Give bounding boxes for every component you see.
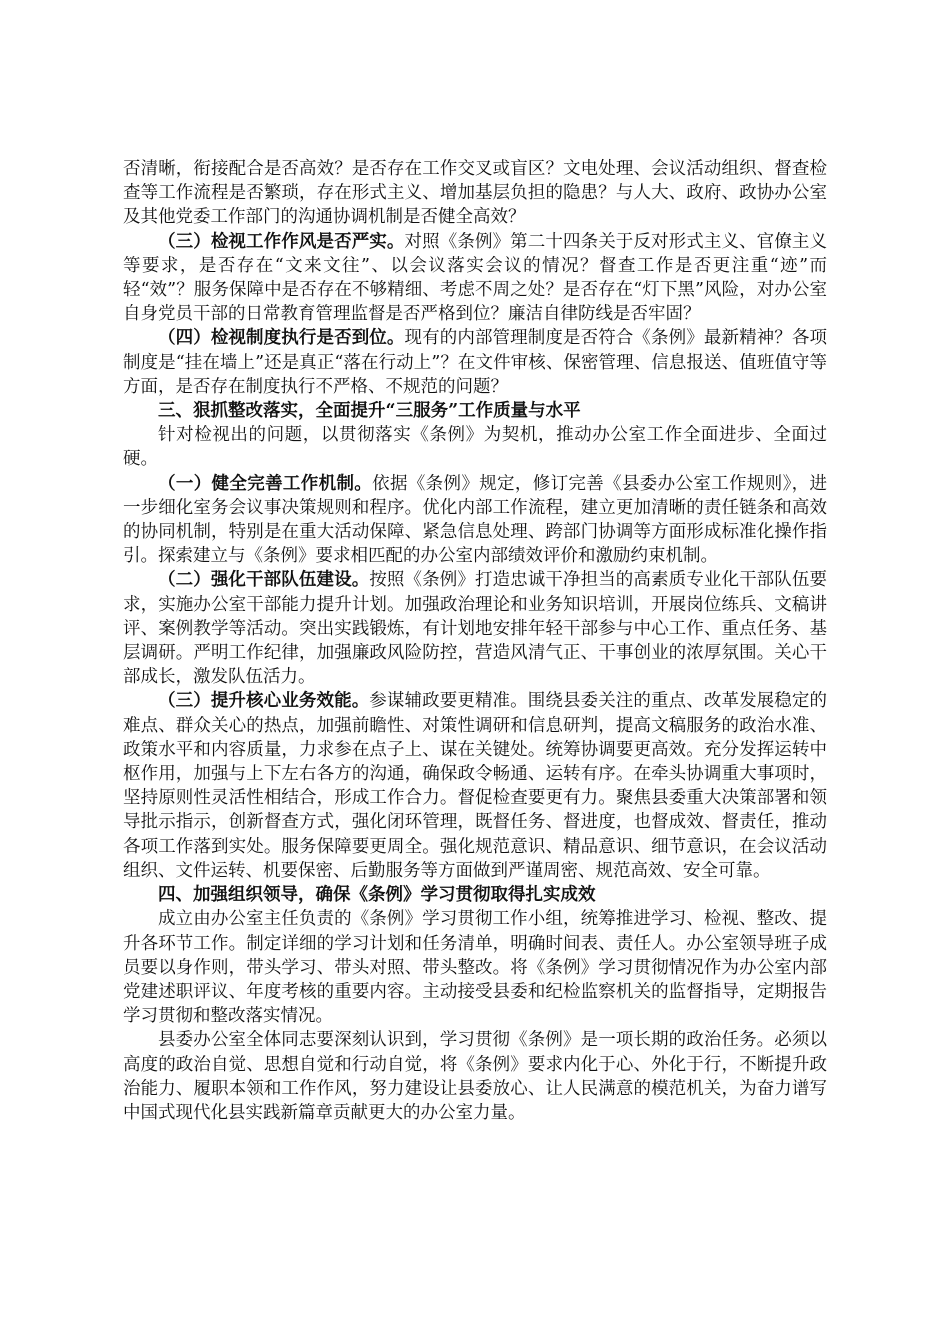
paragraph-mechanism (123, 472, 827, 569)
paragraph-body: 现有的内部管理制度是否符合《条例》最新精神？各项制度是“挂在墙上”还是真正“落在行动上”？在文件审核、保密管理、信息报送、值班值守等方面，是否存在制度执行不严格、不规范的问题？ (123, 328, 828, 397)
section-heading-three: 三、狠抓整改落实，全面提升“三服务”工作质量与水平 (158, 401, 581, 422)
paragraph-work-style (123, 230, 827, 327)
paragraph-lead: （四）检视制度执行是否到位。 (158, 328, 405, 349)
paragraph-body: 参谋辅政要更精准。围绕县委关注的重点、改革发展稳定的难点、群众关心的热点，加强前瞻性、对策性调研和信息研判，提高文稿服务的政治水准、政策水平和内容质量，力求参在点子上、谋在关键处。统筹协调要更高效。充分发挥运转中枢作用，加强与上下左右各方的沟通，确保政令畅通、运转有序。在牵头协调重大事项时，坚持原则性灵活性相结合，形成工作合力。督促检查要更有力。聚焦县委重大决策部署和领导批示指示，创新督查方式，强化闭环管理，既督任务、督进度，也督成效、督责任，推动各项工作落到实处。服务保障要更周全。强化规范意识、精品意识、细节意识，在会议活动组织、文件运转、机要保密、后勤服务等方面做到严谨周密、规范高效、安全可靠。 (123, 691, 827, 881)
paragraph-lead: （三）提升核心业务效能。 (158, 691, 370, 712)
paragraph-body: 按照《条例》打造忠诚干净担当的高素质专业化干部队伍要求，实施办公室干部能力提升计划。加强政治理论和业务知识培训，开展岗位练兵、文稿讲评、案例教学等活动。突出实践锻炼，有计划地安排年轻干部参与中心工作、重点任务、基层调研。严明工作纪律，加强廉政风险防控，营造风清气正、干事创业的浓厚氛围。关心干部成长，激发队伍活力。 (123, 570, 827, 688)
paragraph-lead: （一）健全完善工作机制。 (158, 473, 373, 494)
document-page (123, 157, 827, 1125)
paragraph-conclusion: 县委办公室全体同志要深刻认识到，学习贯彻《条例》是一项长期的政治任务。必须以高度的政治自觉、思想自觉和行动自觉，将《条例》要求内化于心、外化于行，不断提升政治能力、履职本领和工作作风，努力建设让县委放心、让人民满意的模范机关，为奋力谱写中国式现代化县实践新篇章贡献更大的办公室力量。 (123, 1030, 827, 1123)
paragraph-leadership-group: 成立由办公室主任负责的《条例》学习贯彻工作小组，统筹推进学习、检视、整改、提升各环节工作。制定详细的学习计划和任务清单，明确时间表、责任人。办公室领导班子成员要以身作则，带头学习、带头对照、带头整改。将《条例》学习贯彻情况作为办公室内部党建述职评议、年度考核的重要内容。主动接受县委和纪检监察机关的监督指导，定期报告学习贯彻和整改落实情况。 (123, 909, 827, 1027)
paragraph-lead: （三）检视工作作风是否严实。 (158, 231, 405, 252)
paragraph-body: 对照《条例》第二十四条关于反对形式主义、官僚主义等要求，是否存在“文来文往”、以会议落实会议的情况？督查工作是否更注重“迹”而轻“效”？服务保障中是否存在不够精细、考虑不周之处？是否存在“灯下黑”风险，对办公室自身党员干部的日常教育管理监督是否严格到位？廉洁自律防线是否牢固？ (123, 231, 828, 325)
paragraph-core-business (123, 689, 827, 883)
paragraph-body: 依据《条例》规定，修订完善《县委办公室工作规则》，进一步细化室务会议事决策规则和程序。优化内部工作流程，建立更加清晰的责任链条和高效的协同机制，特别是在重大活动保障、紧急信息处理、跨部门协调等方面形成标准化操作指引。探索建立与《条例》要求相匹配的办公室内部绩效评价和激励约束机制。 (123, 473, 828, 567)
paragraph-team-building (123, 568, 827, 689)
paragraph-system-execution (123, 326, 827, 399)
section-heading-four: 四、加强组织领导，确保《条例》学习贯彻取得扎实成效 (158, 885, 596, 906)
paragraph-intro-rectification: 针对检视出的问题，以贯彻落实《条例》为契机，推动办公室工作全面进步、全面过硬。 (123, 425, 827, 470)
paragraph-lead: （二）强化干部队伍建设。 (158, 570, 370, 591)
paragraph-coordination: 否清晰，衔接配合是否高效？是否存在工作交叉或盲区？文电处理、会议活动组织、督查检查等工作流程是否繁琐，存在形式主义、增加基层负担的隐患？与人大、政府、政协办公室及其他党委工作部门的沟通协调机制是否健全高效？ (123, 159, 827, 228)
